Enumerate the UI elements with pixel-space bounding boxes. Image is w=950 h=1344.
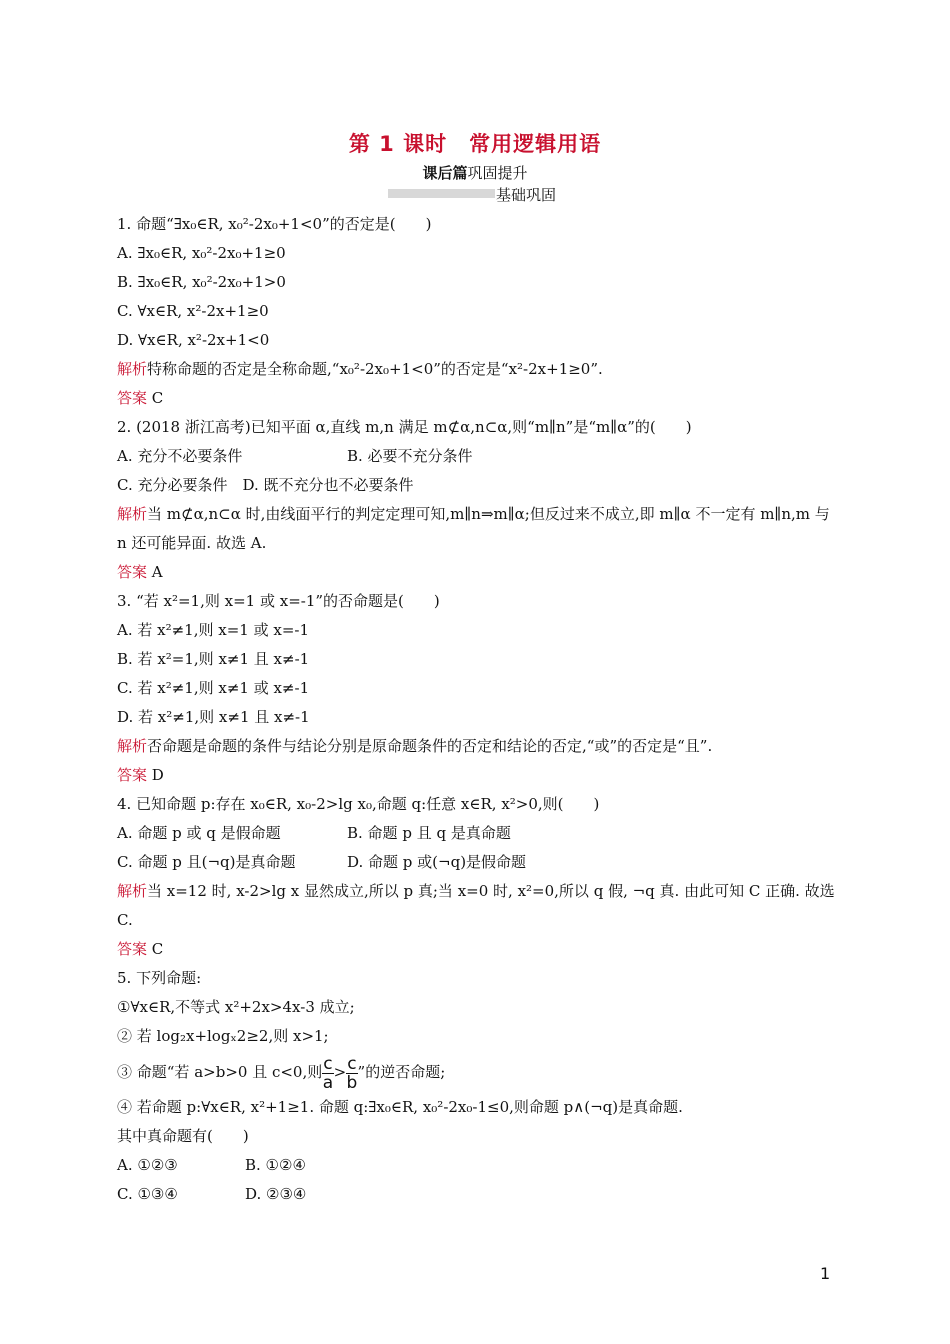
q5-options-ab (117, 1151, 837, 1180)
q5-option-b: B. ①②④ (245, 1156, 306, 1174)
subtitle-bold: 课后篇 (422, 164, 468, 182)
q5-statement-3 (117, 1051, 837, 1093)
q5-statement-1: ①∀x∈R,不等式 x²+2x>4x-3 成立; (117, 998, 355, 1016)
q2-answer (117, 558, 837, 587)
q2-options-ab (117, 442, 837, 471)
fraction-numerator: c (347, 1053, 357, 1074)
q4-option-c: C. 命题 p 且(¬q)是真命题 (117, 853, 296, 871)
q4-option-b: B. 命题 p 且 q 是真命题 (347, 824, 511, 842)
q4-options-ab (117, 819, 837, 848)
section-heading (388, 184, 568, 204)
q1-stem: 1. 命题“∃x₀∈R, x₀²-2x₀+1<0”的否定是( ) (117, 215, 432, 233)
q3-option-a: A. 若 x²≠1,则 x=1 或 x=-1 (117, 621, 310, 639)
page-subtitle (0, 162, 950, 183)
q1-option-c: C. ∀x∈R, x²-2x+1≥0 (117, 302, 269, 320)
q2-analysis (117, 500, 837, 558)
q4-option-a: A. 命题 p 或 q 是假命题 (117, 824, 281, 842)
q5-ask: 其中真命题有( ) (117, 1127, 249, 1145)
q5-option-d: D. ②③④ (245, 1185, 307, 1203)
q5-options-cd (117, 1180, 837, 1209)
analysis-text: 特称命题的否定是全称命题,“x₀²-2x₀+1<0”的否定是“x²-2x+1≥0”. (147, 360, 603, 378)
q4-analysis (117, 877, 837, 935)
analysis-text: 当 x=12 时, x-2>lg x 显然成立,所以 p 真;当 x=0 时, x²=0,所以 q 假, ¬q 真. 由此可知 C 正确. 故选 C. (117, 882, 835, 929)
q5-statement-4: ④ 若命题 p:∀x∈R, x²+1≥1. 命题 q:∃x₀∈R, x₀²-2x₀-1≤0,则命题 p∧(¬q)是真命题. (117, 1098, 683, 1116)
q3-option-d: D. 若 x²≠1,则 x≠1 且 x≠-1 (117, 708, 310, 726)
q3-analysis (117, 732, 837, 761)
answer-label: 答案 (117, 940, 148, 958)
analysis-label: 解析 (117, 882, 148, 900)
fraction-denominator: a (322, 1072, 334, 1093)
fraction-c-over-a (322, 1055, 333, 1092)
q2-stem: 2. (2018 浙江高考)已知平面 α,直线 m,n 满足 m⊄α,n⊂α,则“m∥n”是“m∥α”的( ) (117, 418, 692, 436)
q4-options-cd (117, 848, 837, 877)
q4-stem: 4. 已知命题 p:存在 x₀∈R, x₀-2>lg x₀,命题 q:任意 x∈R, x²>0,则( ) (117, 795, 600, 813)
q3-stem: 3. “若 x²=1,则 x=1 或 x=-1”的否命题是( ) (117, 592, 440, 610)
q4-option-d: D. 命题 p 或(¬q)是假命题 (347, 853, 527, 871)
q3-option-b: B. 若 x²=1,则 x≠1 且 x≠-1 (117, 650, 310, 668)
page-number: 1 (820, 1264, 831, 1283)
q2-option-b: B. 必要不充分条件 (347, 447, 473, 465)
q2-option-a: A. 充分不必要条件 (117, 447, 243, 465)
greater-than: > (333, 1063, 347, 1081)
statement-3-text-post: ”的逆否命题; (357, 1063, 446, 1081)
q5-option-a: A. ①②③ (117, 1156, 178, 1174)
q5-statement-2: ② 若 log₂x+logₓ2≥2,则 x>1; (117, 1027, 329, 1045)
q1-option-d: D. ∀x∈R, x²-2x+1<0 (117, 331, 270, 349)
section-bar-decoration (388, 189, 495, 198)
fraction-numerator: c (323, 1053, 333, 1074)
q2-options-cd: C. 充分必要条件 D. 既不充分也不必要条件 (117, 476, 414, 494)
analysis-label: 解析 (117, 737, 148, 755)
question-list (117, 210, 837, 1209)
statement-3-text-pre: ③ 命题“若 a>b>0 且 c<0,则 (117, 1063, 323, 1081)
answer-label: 答案 (117, 563, 148, 581)
q3-option-c: C. 若 x²≠1,则 x≠1 或 x≠-1 (117, 679, 310, 697)
answer-text: C (151, 389, 164, 407)
answer-text: C (151, 940, 164, 958)
subtitle-rest: 巩固提升 (467, 164, 528, 182)
section-label: 基础巩固 (496, 186, 557, 204)
page-title: 第 1 课时 常用逻辑用语 (348, 132, 602, 156)
answer-label: 答案 (117, 389, 148, 407)
q1-option-a: A. ∃x₀∈R, x₀²-2x₀+1≥0 (117, 244, 286, 262)
answer-label: 答案 (117, 766, 148, 784)
analysis-label: 解析 (117, 505, 148, 523)
q5-option-c: C. ①③④ (117, 1185, 178, 1203)
q4-answer (117, 935, 837, 964)
q3-answer (117, 761, 837, 790)
fraction-c-over-b (346, 1055, 357, 1092)
q1-answer (117, 384, 837, 413)
analysis-text: 否命题是命题的条件与结论分别是原命题条件的否定和结论的否定,“或”的否定是“且”. (147, 737, 713, 755)
fraction-denominator: b (346, 1072, 358, 1093)
q5-stem: 5. 下列命题: (117, 969, 202, 987)
analysis-text: 当 m⊄α,n⊂α 时,由线面平行的判定定理可知,m∥n⇒m∥α;但反过来不成立,即 m∥α 不一定有 m∥n,m 与 n 还可能异面. 故选 A. (117, 505, 830, 552)
answer-text: D (151, 766, 164, 784)
analysis-label: 解析 (117, 360, 148, 378)
answer-text: A (151, 563, 163, 581)
q1-option-b: B. ∃x₀∈R, x₀²-2x₀+1>0 (117, 273, 286, 291)
q1-analysis (117, 355, 837, 384)
